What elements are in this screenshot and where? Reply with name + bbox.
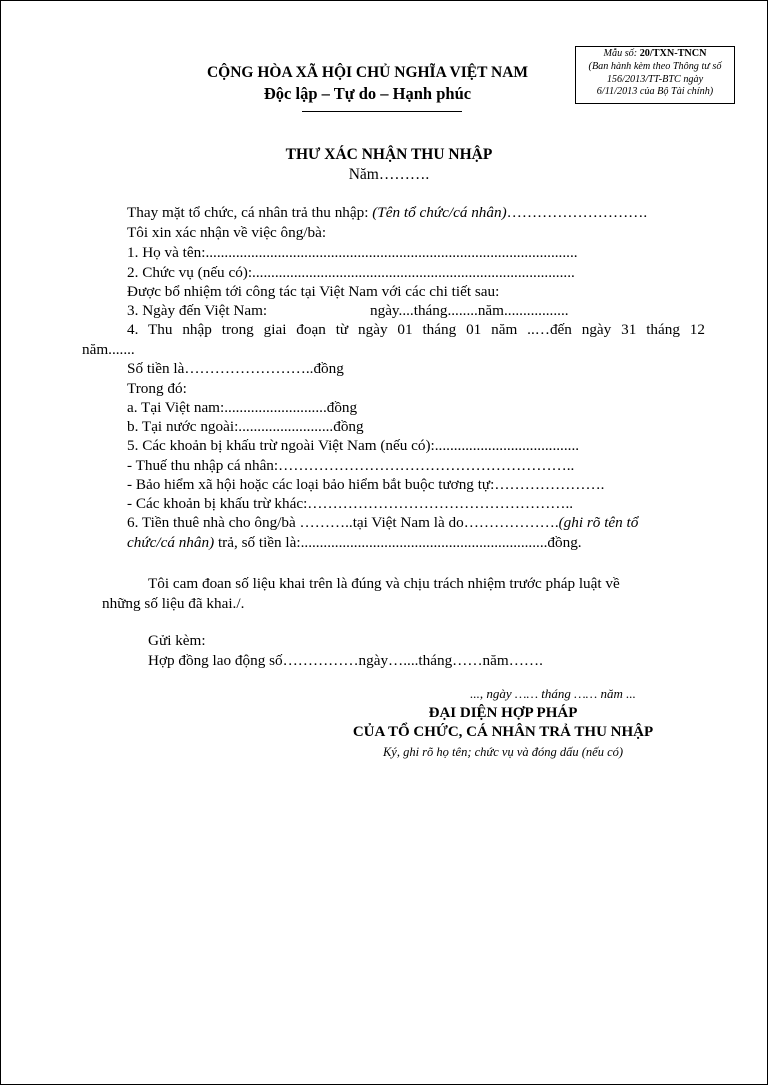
form-circular-line2: 156/2013/TT-BTC ngày (606, 73, 704, 85)
form-code-prefix: Mẫu số: (603, 48, 640, 59)
total-amount-field: Số tiền là……………………..đồng (127, 360, 344, 377)
confirm-intro: Tôi xin xác nhận về việc ông/bà: (127, 224, 327, 241)
signature-date: ..., ngày …… tháng …… năm ... (470, 686, 636, 701)
housing-rent-amount: trả, số tiền là:.................................................................đồng. (214, 534, 582, 551)
document-title: THƯ XÁC NHẬN THU NHẬP (285, 146, 493, 163)
housing-rent-line (127, 514, 638, 532)
national-motto: Độc lập – Tự do – Hạnh phúc (263, 84, 472, 103)
declaration-line2: những số liệu đã khai./. (102, 595, 245, 612)
attachment-label: Gửi kèm: (148, 632, 206, 649)
housing-rent-amount-line (127, 534, 582, 552)
document-year: Năm………. (348, 166, 430, 183)
arrival-date-label: 3. Ngày đến Việt Nam: (127, 302, 268, 319)
country-name: CỘNG HÒA XÃ HỘI CHỦ NGHĨA VIỆT NAM (206, 64, 529, 81)
labor-contract-field: Hợp đồng lao động số……………ngày…....tháng……năm……. (148, 652, 543, 669)
payer-label: Thay mặt tổ chức, cá nhân trả thu nhập: (127, 204, 373, 221)
housing-rent-note-cont: chức/cá nhân) (127, 534, 215, 551)
vietnam-amount-field: a. Tại Việt nam:...........................đồng (127, 399, 358, 416)
motto-underline (302, 111, 462, 112)
breakdown-label: Trong đó: (127, 380, 187, 397)
housing-rent-text: 6. Tiền thuê nhà cho ông/bà ………..tại Việt Nam là do………………. (127, 514, 559, 531)
income-period-line: 4. Thu nhập trong giai đoạn từ ngày 01 tháng 01 năm ..…đến ngày 31 tháng 12 (127, 321, 705, 338)
payer-placeholder: (Tên tổ chức/cá nhân) (372, 204, 507, 221)
declaration-line1: Tôi cam đoan số liệu khai trên là đúng và chịu trách nhiệm trước pháp luật về (148, 575, 620, 592)
housing-rent-note: (ghi rõ tên tổ (558, 514, 639, 531)
signature-instructions: Ký, ghi rõ họ tên; chức vụ và đóng dấu (nếu có) (382, 745, 624, 759)
signature-title-line1: ĐẠI DIỆN HỢP PHÁP (428, 705, 578, 721)
deductions-abroad-field: 5. Các khoản bị khấu trừ ngoài Việt Nam (nếu có):...................................... (127, 437, 580, 454)
form-code-box (575, 46, 735, 104)
full-name-field: 1. Họ và tên:.................................................................................................. (127, 244, 578, 261)
position-field: 2. Chức vụ (nếu có):..................................................................................... (127, 264, 575, 281)
other-deductions-field: - Các khoản bị khấu trừ khác:…………………………………………….. (127, 495, 574, 512)
appointment-intro: Được bổ nhiệm tới công tác tại Việt Nam với các chi tiết sau: (127, 283, 500, 300)
foreign-amount-field: b. Tại nước ngoài:.........................đồng (127, 418, 364, 435)
payer-line (127, 204, 647, 222)
payer-dots: ………………………. (506, 204, 648, 221)
form-circular-line1: (Ban hành kèm theo Thông tư số (588, 60, 722, 72)
form-circular-line3: 6/11/2013 của Bộ Tài chính) (596, 86, 714, 98)
social-insurance-field: - Bảo hiểm xã hội hoặc các loại bảo hiểm bắt buộc tương tự:…………………. (127, 476, 605, 493)
signature-title-line2: CỦA TỔ CHỨC, CÁ NHÂN TRẢ THU NHẬP (352, 724, 654, 740)
personal-income-tax-field: - Thuế thu nhập cá nhân:………………………………………………….. (127, 457, 575, 474)
arrival-date-field: ngày....tháng........năm................. (370, 302, 569, 319)
form-code: 20/TXN-TNCN (639, 48, 707, 59)
income-period-year: năm....... (82, 341, 135, 358)
